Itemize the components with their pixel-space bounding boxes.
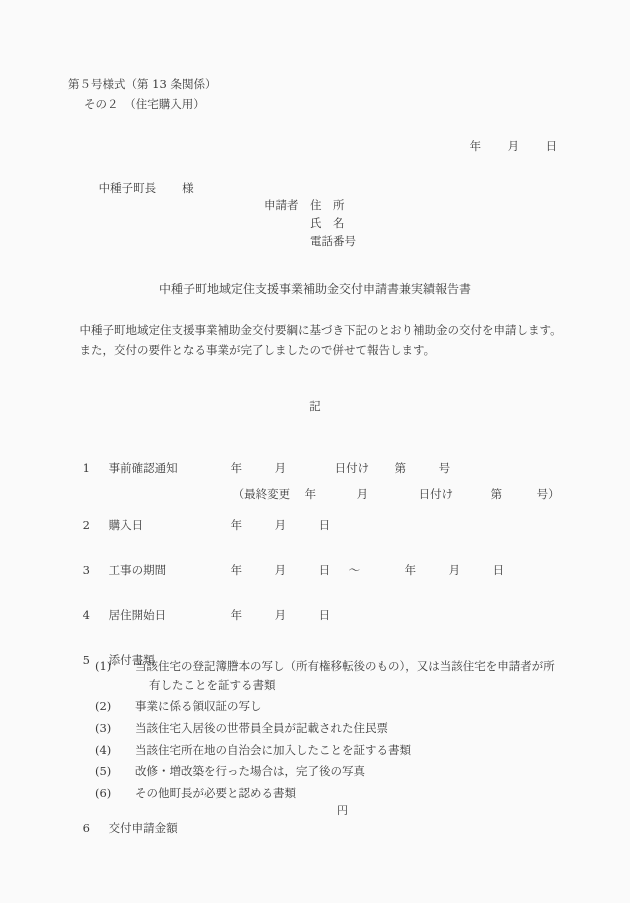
attachment-text: その他町長が必要と認める書類 bbox=[135, 785, 296, 800]
form-number: 第５号様式（第 13 条関係） bbox=[68, 77, 217, 91]
item-2-year: 年 bbox=[230, 517, 243, 532]
applicant-name-label: 氏 名 bbox=[310, 215, 345, 230]
item-4-number: 4 bbox=[82, 607, 90, 622]
item-4-month: 月 bbox=[274, 607, 287, 622]
page-title: 中種子町地域定住支援事業補助金交付申請書兼実績報告書 bbox=[158, 282, 471, 296]
item-4-year: 年 bbox=[230, 607, 243, 622]
item-2-number: 2 bbox=[82, 517, 90, 532]
item-1-dai: 第 bbox=[394, 460, 407, 475]
item-6-number: 6 bbox=[82, 820, 90, 835]
header-date-year: 年 bbox=[469, 138, 482, 153]
attachment-text-continued: 有したことを証する書類 bbox=[149, 677, 276, 692]
attachment-text: 当該住宅入居後の世帯員全員が記載された住民票 bbox=[135, 720, 388, 735]
item-3-label: 工事の期間 bbox=[108, 562, 167, 577]
item-2-label: 購入日 bbox=[108, 517, 144, 532]
attachment-item bbox=[95, 719, 595, 738]
item-1-sub-month: 月 bbox=[356, 486, 369, 501]
applicant-address-label: 住 所 bbox=[310, 198, 345, 212]
attachment-text: 当該住宅所在地の自治会に加入したことを証する書類 bbox=[135, 742, 411, 757]
item-3-day-to: 日 bbox=[492, 562, 505, 577]
attachment-text: 事業に係る領収証の写し bbox=[135, 699, 262, 714]
item-4-day: 日 bbox=[318, 607, 331, 622]
attachment-list bbox=[95, 657, 595, 805]
item-3-number: 3 bbox=[82, 562, 90, 577]
item-1-gou: 号 bbox=[438, 460, 451, 475]
body-paragraph-1: 中種子町地域定住支援事業補助金交付要綱に基づき下記のとおり補助金の交付を申請します。 bbox=[79, 323, 562, 337]
applicant-phone-row bbox=[264, 233, 356, 251]
item-1-dated: 日付け bbox=[334, 460, 370, 475]
item-1-sub-head: （最終変更 bbox=[232, 486, 291, 501]
addressee-name: 中種子町長 bbox=[98, 180, 157, 195]
item-1-year: 年 bbox=[230, 460, 243, 475]
item-3-month-from: 月 bbox=[274, 562, 287, 577]
attachment-item bbox=[95, 657, 595, 694]
attachment-text: 改修・増改築を行った場合は，完了後の写真 bbox=[135, 764, 365, 779]
attachment-item bbox=[95, 784, 595, 803]
attachment-item bbox=[95, 741, 595, 760]
attachment-text: 当該住宅の登記簿謄本の写し（所有権移転後のもの），又は当該住宅を申請者が所 bbox=[135, 659, 555, 673]
header-date-month: 月 bbox=[507, 138, 520, 153]
body-text bbox=[68, 320, 568, 360]
item-3-range-separator: 〜 bbox=[348, 562, 361, 577]
item-1-month: 月 bbox=[274, 460, 287, 475]
item-4-label: 居住開始日 bbox=[108, 607, 167, 622]
form-subtitle: その２ （住宅購入用） bbox=[84, 97, 205, 111]
item-3-year-to: 年 bbox=[404, 562, 417, 577]
item-3-day-from: 日 bbox=[318, 562, 331, 577]
applicant-block bbox=[264, 197, 356, 250]
attachment-item bbox=[95, 697, 595, 716]
item-6 bbox=[68, 802, 178, 855]
item-1-sub-year: 年 bbox=[304, 486, 317, 501]
header-date-day: 日 bbox=[545, 138, 558, 153]
attachment-marker: (3) bbox=[95, 720, 112, 735]
item-1-sub-dai: 第 bbox=[490, 486, 503, 501]
item-3-year-from: 年 bbox=[230, 562, 243, 577]
attachment-marker: (5) bbox=[95, 764, 112, 779]
applicant-name-row bbox=[264, 215, 356, 233]
applicant-address-row bbox=[264, 197, 356, 215]
item-1-label: 事前確認通知 bbox=[108, 460, 178, 475]
addressee bbox=[84, 162, 194, 215]
addressee-honorific: 様 bbox=[182, 180, 194, 195]
ki-marker: 記 bbox=[309, 399, 321, 413]
item-2-day: 日 bbox=[318, 517, 331, 532]
attachment-item bbox=[95, 762, 595, 781]
item-6-unit: 円 bbox=[337, 804, 348, 817]
item-1-number: 1 bbox=[82, 460, 90, 475]
applicant-phone-label: 電話番号 bbox=[310, 233, 356, 248]
item-5-number: 5 bbox=[82, 652, 90, 667]
item-6-label: 交付申請金額 bbox=[108, 820, 178, 835]
body-paragraph-2: また，交付の要件となる事業が完了しましたので併せて報告します。 bbox=[79, 343, 436, 358]
attachment-marker: (4) bbox=[95, 742, 112, 757]
attachment-marker: (2) bbox=[95, 699, 112, 714]
item-1-sub-gou: 号） bbox=[536, 486, 560, 501]
item-3-month-to: 月 bbox=[448, 562, 461, 577]
attachment-marker: (1) bbox=[95, 659, 112, 673]
attachment-marker: (6) bbox=[95, 785, 112, 800]
item-1-sub-dated: 日付け bbox=[418, 486, 454, 501]
header-date-line bbox=[455, 120, 557, 173]
item-2-month: 月 bbox=[274, 517, 287, 532]
item-5-label: 添付書類 bbox=[108, 652, 155, 667]
applicant-lead: 申請者 bbox=[264, 198, 299, 212]
